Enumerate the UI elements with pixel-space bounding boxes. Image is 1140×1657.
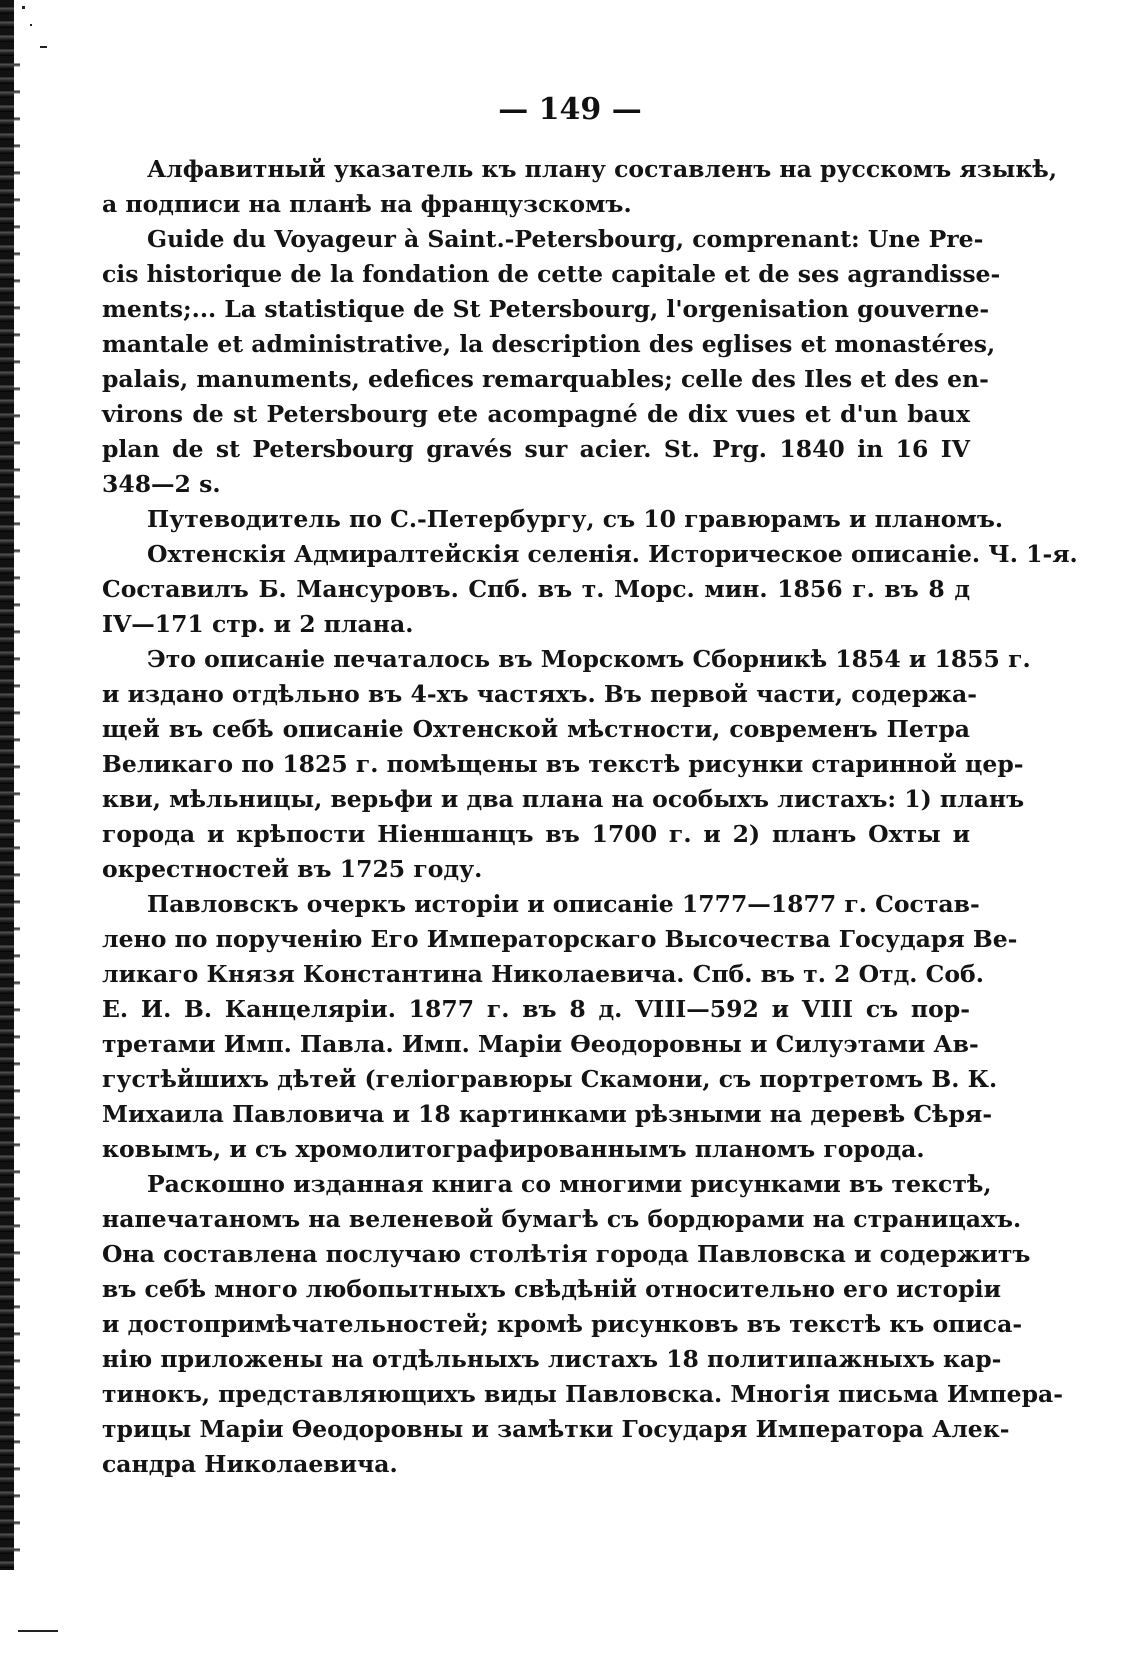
text-line: mantale et administrative, la description des eglises et monastéres,	[102, 330, 996, 358]
text-line: Е. И. В. Канцеляріи. 1877 г. въ 8 д. VIII—592 и VIII съ пор-	[102, 995, 970, 1023]
text-line: Раскошно изданная книга со многими рисунками въ текстѣ,	[147, 1170, 992, 1198]
binding-edge-texture	[14, 40, 20, 1560]
text-line: virons de st Petersbourg ete acompagné de dix vues et d'un baux	[102, 400, 970, 428]
text-line: ковымъ, и съ хромолитографированнымъ планомъ города.	[102, 1135, 925, 1163]
text-line: тинокъ, представляющихъ виды Павловска. Многія письма Импера-	[102, 1380, 1063, 1408]
body-text	[102, 152, 1078, 1482]
binding-edge-shadow	[0, 0, 14, 1570]
text-line: 348—2 s.	[102, 470, 221, 498]
paragraph-raskoshno	[102, 1167, 1063, 1482]
text-line: въ себѣ много любопытныхъ свѣдѣній относительно его исторіи	[102, 1275, 1002, 1303]
paragraph-pavlovsk	[102, 887, 1018, 1167]
text-line: cis historique de la fondation de cette capitale et de ses agrandisse-	[102, 260, 1001, 288]
text-line: ликаго Князя Константина Николаевича. Спб. въ т. 2 Отд. Соб.	[102, 960, 984, 988]
text-line: лено по порученію Его Императорскаго Высочества Государя Ве-	[102, 925, 1018, 953]
text-line: Это описаніе печаталось въ Морскомъ Сборникѣ 1854 и 1855 г.	[147, 645, 1031, 673]
text-line: третами Имп. Павла. Имп. Маріи Ѳеодоровны и Силуэтами Ав-	[102, 1030, 979, 1058]
text-line: Павловскъ очеркъ исторіи и описаніе 1777—1877 г. Состав-	[147, 890, 980, 918]
text-line: кви, мѣльницы, верьфи и два плана на особыхъ листахъ: 1) планъ	[102, 785, 1025, 813]
text-line: Михаила Павловича и 18 картинками рѣзными на деревѣ Сѣря-	[102, 1100, 993, 1128]
paragraph-alphabetic-index	[102, 152, 1057, 222]
text-line: Великаго по 1825 г. помѣщены въ текстѣ рисунки старинной цер-	[102, 750, 1024, 778]
text-line: Guide du Voyageur à Saint.-Petersbourg, comprenant: Une Pre-	[147, 225, 984, 253]
paragraph-okhtenskiya	[102, 537, 1078, 642]
text-line: Алфавитный указатель къ плану составленъ на русскомъ языкѣ,	[147, 155, 1057, 183]
text-line: нію приложены на отдѣльныхъ листахъ 18 политипажныхъ кар-	[102, 1345, 1002, 1373]
text-line: Путеводитель по С.-Петербургу, съ 10 гравюрамъ и планомъ.	[147, 505, 1004, 533]
text-line: и достопримѣчательностей; кромѣ рисунковъ въ текстѣ къ описа-	[102, 1310, 1023, 1338]
paragraph-putevoditel	[102, 502, 1004, 537]
text-line: города и крѣпости Ніеншанцъ въ 1700 г. и 2) планъ Охты и	[102, 820, 970, 848]
text-line: напечатаномъ на веленевой бумагѣ съ бордюрами на страницахъ.	[102, 1205, 1022, 1233]
text-line: щей въ себѣ описаніе Охтенской мѣстности, современъ Петра	[102, 715, 970, 743]
text-line: окрестностей въ 1725 году.	[102, 855, 483, 883]
text-line: ments;... La statistique de St Petersbourg, l'orgenisation gouverne-	[102, 295, 990, 323]
text-line: IV—171 стр. и 2 плана.	[102, 610, 414, 638]
scan-speck	[30, 24, 32, 26]
scan-speck	[22, 6, 25, 9]
paragraph-guide-du-voyageur	[102, 222, 1001, 502]
text-line: и издано отдѣльно въ 4-хъ частяхъ. Въ первой части, содержа-	[102, 680, 977, 708]
text-line: сандра Николаевича.	[102, 1450, 398, 1478]
page-number: — 149 —	[498, 92, 642, 127]
text-line: трицы Маріи Ѳеодоровны и замѣтки Государя Императора Алек-	[102, 1415, 1010, 1443]
scan-speck	[18, 1630, 58, 1632]
text-line: Составилъ Б. Мансуровъ. Спб. въ т. Морс. мин. 1856 г. въ 8 д	[102, 575, 970, 603]
text-line: а подписи на планѣ на французскомъ.	[102, 190, 632, 218]
paragraph-eto-opisanie	[102, 642, 1031, 887]
text-line: plan de st Petersbourg gravés sur acier. St. Prg. 1840 in 16 IV	[102, 435, 970, 463]
text-line: густѣйшихъ дѣтей (геліогравюры Скамони, съ портретомъ В. К.	[102, 1065, 998, 1093]
text-line: palais, manuments, edefices remarquables; celle des Iles et des en-	[102, 365, 989, 393]
text-line: Охтенскія Адмиралтейскія селенія. Историческое описаніе. Ч. 1-я.	[147, 540, 1078, 568]
text-line: Она составлена послучаю столѣтія города Павловска и содержитъ	[102, 1240, 1031, 1268]
scan-speck	[40, 46, 47, 48]
